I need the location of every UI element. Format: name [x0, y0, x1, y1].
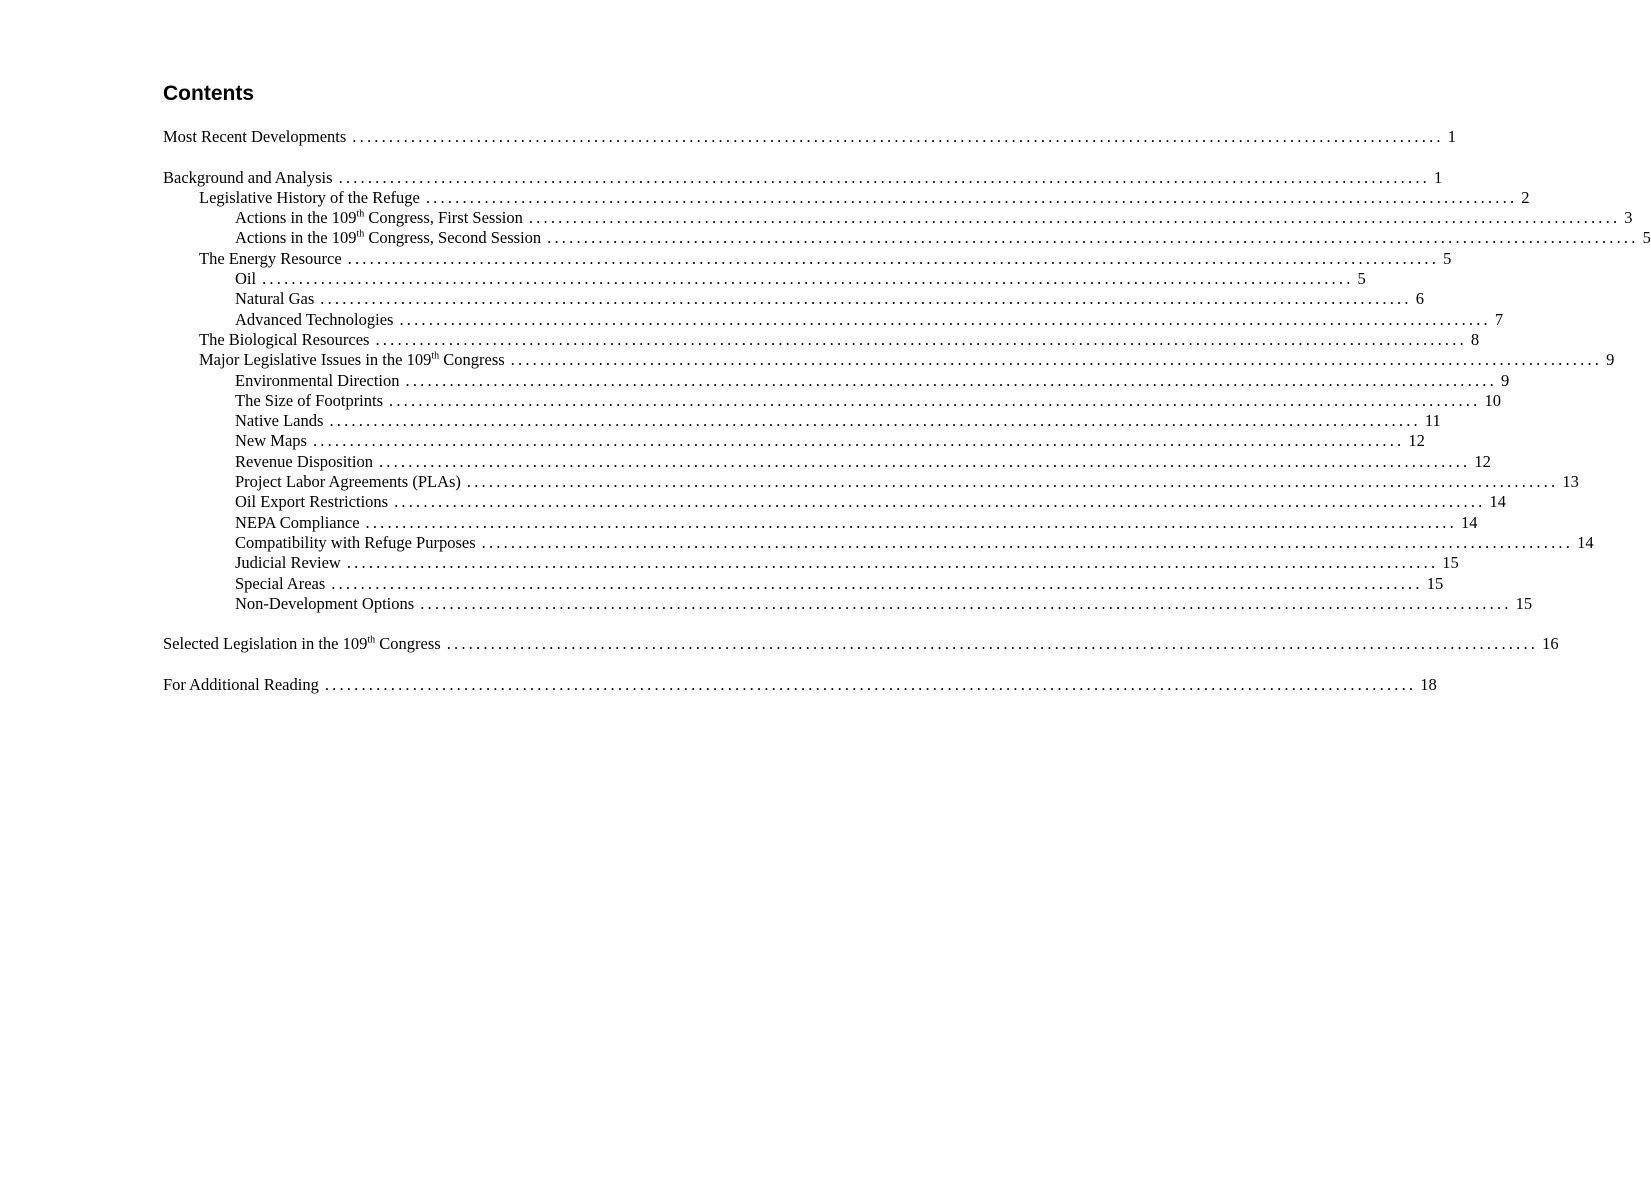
toc-entry[interactable] [163, 329, 1480, 350]
toc-entry-title-text: Oil Export Restrictions [235, 492, 389, 512]
toc-entry-page-number: 11 [1424, 411, 1441, 431]
dot-leader: ..................................................................................................................................................... [320, 289, 1412, 309]
toc-entry-title-text: Most Recent Developments [163, 127, 347, 146]
toc-entry-title-text: Natural Gas [235, 289, 315, 309]
toc-entry-title [235, 310, 399, 330]
toc-entry-title-text: Background and Analysis [163, 167, 333, 187]
toc-entry-title [235, 574, 331, 594]
toc-entry-page-number: 9 [1606, 350, 1615, 370]
toc-entry-title [235, 391, 389, 411]
toc-entry-title-suffix: Congress, First Session [364, 208, 523, 228]
toc-entry[interactable] [163, 451, 1491, 472]
toc-entry[interactable] [163, 431, 1425, 451]
toc-entry[interactable] [163, 593, 1533, 614]
toc-entry-page-number: 12 [1408, 431, 1425, 451]
toc-entry-title [235, 594, 420, 614]
dot-leader: ..................................................................................................................................................... [399, 309, 1491, 329]
toc-entry-page-number: 14 [1489, 492, 1507, 512]
toc-entry-title [235, 472, 467, 492]
toc-entry[interactable] [163, 167, 1443, 188]
toc-entry[interactable] [163, 350, 1615, 370]
toc-entry-page-number: 18 [1420, 675, 1437, 695]
toc-entry-title [235, 553, 347, 573]
toc-entry[interactable] [163, 675, 1437, 695]
toc-entry-title-text: Selected Legislation in the 109 [163, 634, 368, 654]
toc-entry-title [163, 168, 339, 188]
dot-leader: ..................................................................................................................................................... [446, 634, 1539, 654]
dot-leader: ..................................................................................................................................................... [365, 512, 1457, 532]
toc-entry-title [235, 208, 529, 228]
dot-leader: ..................................................................................................................................................... [466, 472, 1559, 492]
contents-heading: Contents [163, 82, 254, 105]
toc-entry-superscript: th [431, 350, 440, 362]
toc-entry[interactable] [163, 390, 1501, 411]
toc-entry-title [199, 249, 348, 269]
toc-entry[interactable] [163, 208, 1633, 228]
document-page [163, 80, 1651, 695]
toc-entry[interactable] [163, 472, 1579, 492]
toc-entry-title-suffix: Congress [439, 350, 505, 370]
toc-entry-title-suffix: Congress, Second Session [364, 228, 542, 248]
dot-leader: ..................................................................................................................................................... [378, 451, 1471, 471]
dot-leader: ..................................................................................................................................................... [528, 208, 1621, 228]
dot-leader: ..................................................................................................................................................... [324, 675, 1417, 695]
toc-entry-superscript: th [356, 228, 365, 240]
dot-leader: ..................................................................................................................................................... [510, 350, 1603, 370]
toc-entry-title-text: Major Legislative Issues in the 109 [199, 350, 432, 370]
toc-entry-page-number: 6 [1415, 289, 1424, 309]
toc-entry-title [235, 228, 547, 248]
dot-leader: ..................................................................................................................................................... [352, 127, 1444, 146]
toc-entry-title [235, 289, 320, 309]
toc-entry-title [235, 431, 313, 451]
dot-leader: ..................................................................................................................................................... [420, 593, 1512, 613]
toc-entry-title-text: The Biological Resources [199, 329, 370, 349]
toc-entry[interactable] [163, 289, 1424, 309]
toc-entry-superscript: th [367, 634, 376, 646]
toc-entry[interactable] [163, 532, 1594, 553]
toc-entry[interactable] [163, 634, 1559, 654]
toc-entry-title-text: Environmental Direction [235, 370, 400, 390]
toc-entry[interactable] [163, 553, 1459, 573]
toc-entry-title [163, 675, 325, 695]
toc-entry-title-text: Revenue Disposition [235, 451, 373, 471]
dot-leader: ..................................................................................................................................................... [389, 390, 1481, 410]
dot-leader: ..................................................................................................................................................... [338, 167, 1430, 187]
toc-entry-title [235, 411, 329, 431]
toc-entry[interactable] [163, 411, 1441, 431]
toc-entry-title-text: Oil [235, 269, 257, 289]
toc-entry-title [235, 533, 482, 553]
toc-entry[interactable] [163, 370, 1510, 391]
toc-entry-page-number: 15 [1426, 573, 1444, 593]
toc-entry-page-number: 13 [1562, 472, 1579, 492]
toc-entry[interactable] [163, 309, 1504, 330]
toc-entry-superscript: th [356, 208, 365, 220]
toc-entry[interactable] [163, 573, 1444, 594]
toc-entry[interactable] [163, 187, 1530, 208]
toc-entry-title-text: Special Areas [235, 573, 326, 593]
toc-entry-title-text: For Additional Reading [163, 675, 319, 695]
toc-entry-title-text: NEPA Compliance [235, 512, 360, 532]
toc-entry-page-number: 10 [1484, 390, 1501, 410]
toc-entry-page-number: 5 [1443, 248, 1452, 268]
dot-leader: ..................................................................................................................................................... [425, 187, 1518, 207]
toc-entry[interactable] [163, 228, 1651, 248]
toc-entry-title-text: Non-Development Options [235, 593, 415, 613]
toc-entry-page-number: 12 [1474, 451, 1491, 471]
toc-entry-page-number: 1 [1434, 167, 1443, 187]
toc-entry-title-text: Advanced Technologies [235, 309, 394, 329]
toc-entry-title [235, 513, 366, 533]
toc-entry-title-text: Native Lands [235, 411, 324, 431]
toc-entry-page-number: 2 [1521, 187, 1530, 207]
toc-entry-page-number: 8 [1470, 329, 1480, 349]
toc-entry-title [163, 127, 352, 147]
toc-entry-page-number: 14 [1577, 532, 1594, 552]
dot-leader: ..................................................................................................................................................... [394, 492, 1486, 512]
toc-entry-title-text: Compatibility with Refuge Purposes [235, 532, 476, 552]
toc-entry-page-number: 1 [1447, 127, 1456, 146]
toc-entry-title-suffix: Congress [375, 634, 441, 654]
toc-entry-title-text: Actions in the 109 [235, 208, 357, 228]
toc-entry-page-number: 15 [1442, 553, 1459, 573]
dot-leader: ..................................................................................................................................................... [547, 228, 1639, 248]
toc-entry-title [235, 269, 262, 289]
toc-entry-page-number: 5 [1357, 269, 1366, 289]
toc-entry-page-number: 15 [1515, 593, 1533, 613]
dot-leader: ..................................................................................................................................................... [262, 269, 1354, 289]
toc-entry[interactable] [163, 269, 1366, 289]
toc-entry-title [235, 492, 394, 512]
toc-entry-page-number: 7 [1494, 309, 1504, 329]
toc-entry-title-text: Project Labor Agreements (PLAs) [235, 472, 461, 492]
toc-entry-page-number: 16 [1542, 634, 1559, 654]
toc-entry-title [235, 452, 379, 472]
toc-entry-title-text: The Size of Footprints [235, 390, 384, 410]
toc-entry-title-text: Judicial Review [235, 553, 341, 573]
toc-entry[interactable] [163, 512, 1478, 533]
toc-entry-title [199, 188, 426, 208]
toc-entry-title [235, 371, 406, 391]
toc-entry-title-text: Legislative History of the Refuge [199, 187, 420, 207]
toc-entry-title-text: New Maps [235, 431, 307, 451]
dot-leader: ..................................................................................................................................................... [312, 431, 1405, 451]
toc-entry[interactable] [163, 492, 1507, 512]
toc-entry-title-text: Actions in the 109 [235, 228, 357, 248]
toc-entry-page-number: 14 [1460, 512, 1478, 532]
dot-leader: ..................................................................................................................................................... [405, 370, 1497, 390]
toc-entry-title [163, 634, 447, 654]
toc-entry-page-number: 5 [1642, 228, 1651, 248]
toc-entry[interactable] [163, 127, 1456, 147]
dot-leader: ..................................................................................................................................................... [375, 329, 1467, 349]
dot-leader: ..................................................................................................................................................... [346, 553, 1439, 573]
toc-entry-page-number: 9 [1500, 370, 1510, 390]
toc-entry-page-number: 3 [1624, 208, 1633, 228]
table-of-contents [163, 127, 1651, 695]
toc-entry[interactable] [163, 248, 1452, 269]
dot-leader: ..................................................................................................................................................... [481, 532, 1574, 552]
dot-leader: ..................................................................................................................................................... [347, 248, 1440, 268]
toc-entry-title [199, 330, 375, 350]
dot-leader: ..................................................................................................................................................... [331, 573, 1423, 593]
toc-entry-title [199, 350, 511, 370]
toc-entry-title-text: The Energy Resource [199, 248, 342, 268]
dot-leader: ..................................................................................................................................................... [329, 411, 1421, 431]
